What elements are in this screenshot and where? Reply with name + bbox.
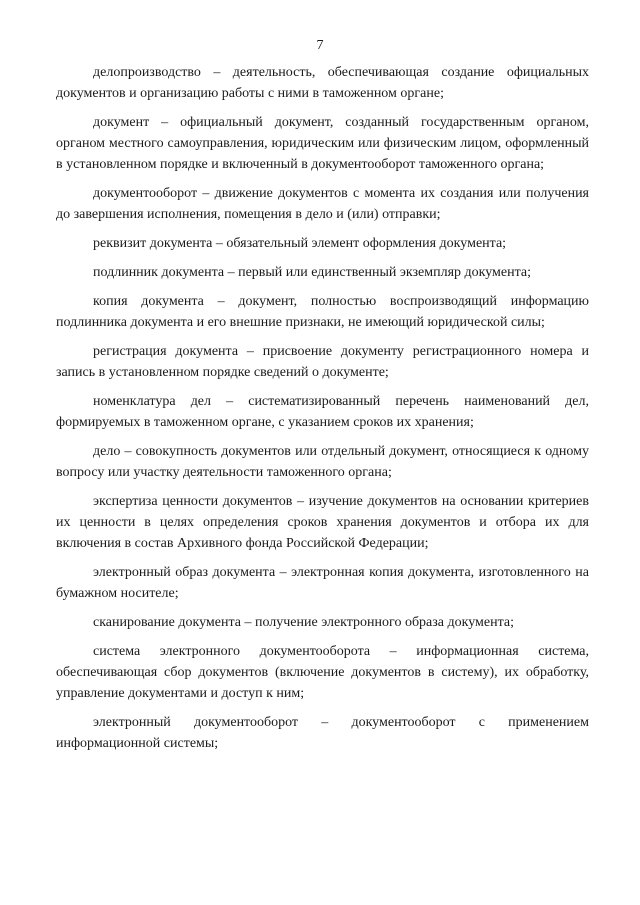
- paragraph-ekspertiza: экспертиза ценности документов – изучение документов на основании критериев их ценности в целях определения сроков хранения документов и отбора их для включения в состав Архивного фонда Российской Федерации;: [56, 494, 589, 551]
- paragraph-skanirovanie: сканирование документа – получение электронного образа документа;: [93, 615, 515, 630]
- document-body: [56, 62, 589, 762]
- paragraph-kopiya: копия документа – документ, полностью воспроизводящий информацию подлинника документа и его внешние признаки, не имеющий юридической силы;: [56, 294, 589, 330]
- page-number: 7: [316, 38, 324, 53]
- paragraph-dokument: документ – официальный документ, созданный государственным органом, органом местного самоуправления, юридическим или физическим лицом, оформленный в установленном порядке и включенный в документооборот таможенного органа;: [56, 115, 589, 172]
- paragraph-podlinnik: подлинник документа – первый или единственный экземпляр документа;: [93, 265, 532, 280]
- paragraph-nomenklatura: номенклатура дел – систематизированный перечень наименований дел, формируемых в таможенном органе, с указанием сроков их хранения;: [56, 394, 589, 430]
- paragraph-delo-proizvodstvo: делопроизводство – деятельность, обеспечивающая создание официальных документов и организацию работы с ними в таможенном органе;: [56, 65, 589, 101]
- paragraph-dokumentooborot: документооборот – движение документов с момента их создания или получения до завершения исполнения, помещения в дело и (или) отправки;: [56, 186, 589, 222]
- paragraph-rekvizit: реквизит документа – обязательный элемент оформления документа;: [93, 236, 507, 251]
- paragraph-delo: дело – совокупность документов или отдельный документ, относящиеся к одному вопросу или участку деятельности таможенного органа;: [56, 444, 589, 480]
- paragraph-registratsiya: регистрация документа – присвоение документу регистрационного номера и запись в установленном порядке сведений о документе;: [56, 344, 589, 380]
- paragraph-elektronnyi-obraz: электронный образ документа – электронная копия документа, изготовленного на бумажном носителе;: [56, 565, 589, 601]
- paragraph-elektronnyi-dokumentooborot: электронный документооборот – документооборот с применением информационной системы;: [56, 715, 589, 751]
- paragraph-sistema-edo: система электронного документооборота – информационная система, обеспечивающая сбор документов (включение документов в систему), их обработку, управление документами и доступ к ним;: [56, 644, 589, 701]
